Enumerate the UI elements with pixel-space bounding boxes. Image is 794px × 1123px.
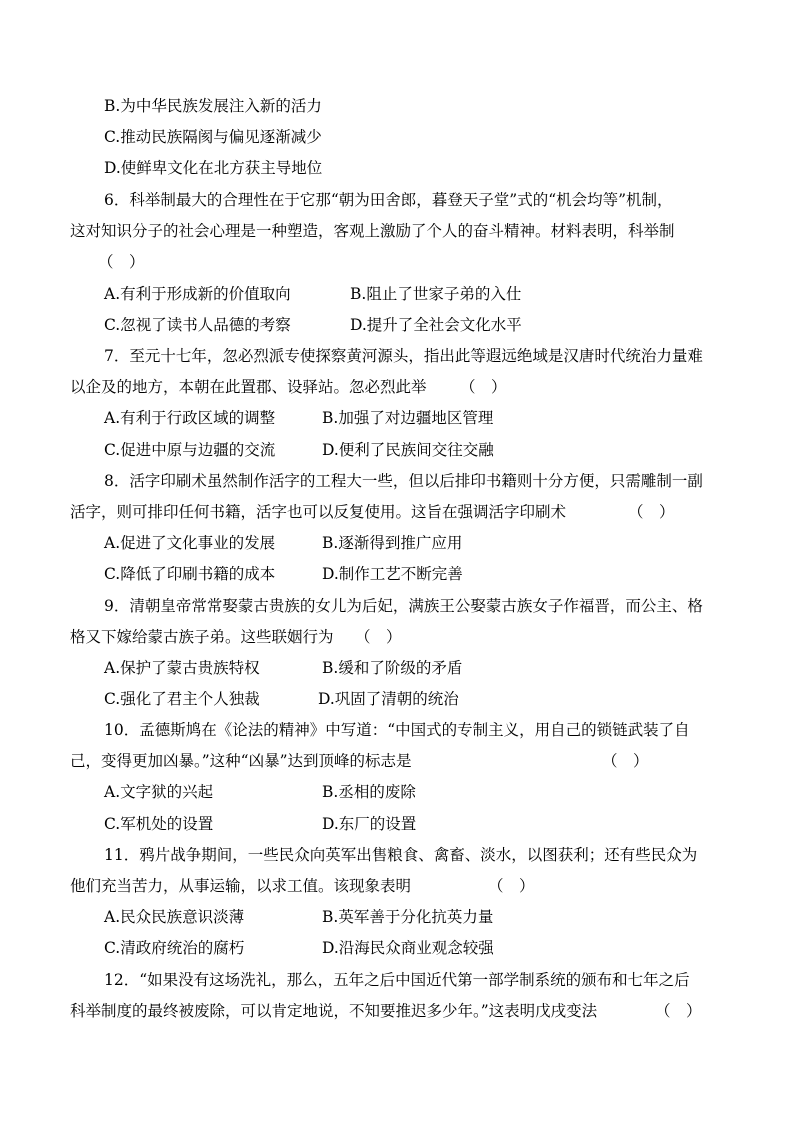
q5-option-d: D.使鲜卑文化在北方获主导地位 (104, 159, 323, 177)
q12-stem-line1: 12．“如果没有这场洗礼，那么，五年之后中国近代第一部学制系统的颁布和七年之后 (104, 971, 690, 989)
q9-option-c: C.强化了君主个人独裁 (104, 690, 260, 708)
q10-stem-line1: 10．孟德斯鸠在《论法的精神》中写道：“中国式的专制主义，用自己的锁链武装了自 (104, 721, 690, 739)
q11-option-b: B.英军善于分化抗英力量 (322, 908, 494, 926)
q7-option-d: D.便利了民族间交往交融 (322, 441, 494, 459)
q12-stem-line2: 科举制度的最终被废除，可以肯定地说，不知要推迟多少年。”这表明戊戌变法 (70, 1002, 598, 1020)
q7-option-c: C.促进中原与边疆的交流 (104, 441, 276, 459)
q10-answer-paren: （ ） (602, 752, 649, 770)
q7-option-b: B.加强了对边疆地区管理 (322, 409, 494, 427)
q11-stem-line1: 11．鸦片战争期间，一些民众向英军出售粮食、禽畜、淡水，以图获利；还有些民众为 (104, 846, 698, 864)
q7-answer-paren: （ ） (460, 378, 507, 396)
q5-option-c: C.推动民族隔阂与偏见逐渐减少 (104, 128, 322, 146)
q9-answer-paren: （ ） (355, 628, 402, 646)
q10-stem-line2: 己，变得更加凶暴。”这种“凶暴”达到顶峰的标志是 (70, 752, 412, 770)
q10-option-c: C.军机处的设置 (104, 815, 214, 833)
q9-option-d: D.巩固了清朝的统治 (318, 690, 459, 708)
q6-option-a: A.有利于形成新的价值取向 (104, 285, 291, 303)
q7-stem-line1: 7．至元十七年，忽必烈派专使探察黄河源头，指出此等遐远绝域是汉唐时代统治力量难 (104, 347, 703, 365)
q8-stem-line1: 8．活字印刷术虽然制作活字的工程大一些，但以后排印书籍则十分方便，只需雕制一副 (104, 472, 703, 490)
q6-option-b: B.阻止了世家子弟的入仕 (350, 285, 522, 303)
q8-option-c: C.降低了印刷书籍的成本 (104, 565, 276, 583)
q6-option-c: C.忽视了读书人品德的考察 (104, 316, 291, 334)
q9-stem-line2: 格又下嫁给蒙古族子弟。这些联姻行为 (70, 628, 334, 646)
q10-option-d: D.东厂的设置 (322, 815, 417, 833)
q7-option-a: A.有利于行政区域的调整 (104, 409, 276, 427)
q6-option-d: D.提升了全社会文化水平 (350, 316, 522, 334)
q11-option-a: A.民众民族意识淡薄 (104, 908, 245, 926)
q9-option-a: A.保护了蒙古贵族特权 (104, 659, 260, 677)
q6-stem-line2: 这对知识分子的社会心理是一种塑造，客观上激励了个人的奋斗精神。材料表明，科举制 (70, 222, 675, 240)
q6-stem-line1: 6．科举制最大的合理性在于它那“朝为田舍郎，暮登天子堂”式的“机会均等”机制， (104, 191, 673, 209)
q11-answer-paren: （ ） (488, 877, 535, 895)
q8-stem-line2: 活字，则可排印任何书籍，活字也可以反复使用。这旨在强调活字印刷术 (70, 503, 567, 521)
q5-option-b: B.为中华民族发展注入新的活力 (104, 97, 322, 115)
q8-option-a: A.促进了文化事业的发展 (104, 534, 276, 552)
q10-option-b: B.丞相的废除 (322, 783, 416, 801)
q7-stem-line2: 以企及的地方，本朝在此置郡、设驿站。忽必烈此举 (70, 378, 427, 396)
q9-option-b: B.缓和了阶级的矛盾 (322, 659, 463, 677)
q11-stem-line2: 他们充当苦力，从事运输，以求工值。该现象表明 (70, 877, 412, 895)
q10-option-a: A.文字狱的兴起 (104, 783, 214, 801)
q9-stem-line1: 9．清朝皇帝常常娶蒙古贵族的女儿为后妃，满族王公娶蒙古族女子作福晋，而公主、格 (104, 597, 703, 615)
q11-option-d: D.沿海民众商业观念较强 (322, 939, 494, 957)
q8-option-b: B.逐渐得到推广应用 (322, 534, 463, 552)
q8-answer-paren: （ ） (628, 503, 675, 521)
q6-answer-paren: （ ） (98, 253, 145, 271)
q12-answer-paren: （ ） (655, 1002, 702, 1020)
q11-option-c: C.清政府统治的腐朽 (104, 939, 245, 957)
q8-option-d: D.制作工艺不断完善 (322, 565, 463, 583)
